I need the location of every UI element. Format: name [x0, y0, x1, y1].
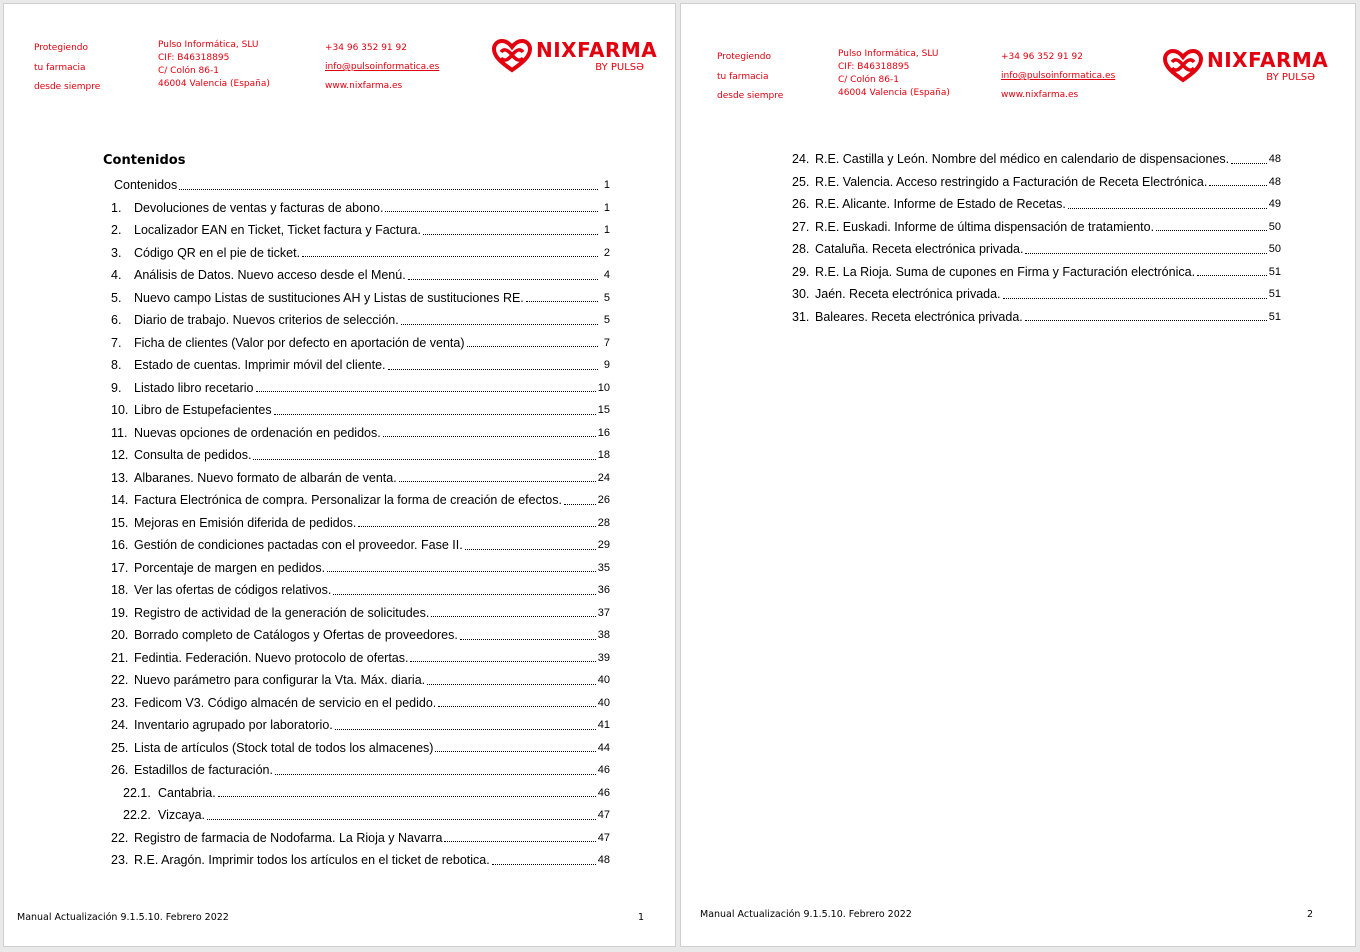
toc-entry-page: 36 — [597, 584, 610, 597]
toc-entry-title: Contenidos — [114, 178, 178, 193]
toc-dot-leader — [383, 436, 596, 437]
logo-brand-text: NIXFARMA — [1207, 48, 1329, 72]
header-slogan — [34, 39, 100, 98]
toc-entry[interactable] — [111, 467, 610, 490]
toc-dot-leader — [388, 369, 599, 370]
toc-entry-page: 48 — [597, 854, 610, 867]
toc-entry-number: 22. — [111, 673, 129, 688]
toc-entry-page: 15 — [597, 404, 610, 417]
toc-entry[interactable] — [111, 422, 610, 445]
toc-dot-leader — [435, 751, 595, 752]
toc-dot-leader — [465, 549, 596, 550]
toc-entry-number: 11. — [111, 425, 128, 440]
toc-entry-page: 10 — [597, 381, 610, 394]
toc-dot-leader — [427, 684, 596, 685]
toc-entry-title: Inventario agrupado por laboratorio. — [134, 718, 333, 733]
contact-email-link[interactable]: info@pulsoinformatica.es — [325, 62, 440, 72]
toc-dot-leader — [401, 324, 598, 325]
toc-entry-number: 25. — [792, 174, 810, 189]
toc-entry-number: 25. — [111, 740, 129, 755]
slogan-line: tu farmacia — [34, 62, 86, 73]
logo-by-text: BY PULSƏ — [1266, 72, 1315, 83]
slogan-line: Protegiendo — [34, 43, 89, 53]
slogan-line: desde siempre — [34, 82, 101, 92]
toc-entry[interactable] — [111, 602, 610, 625]
company-street: C/ Colón 86-1 — [158, 66, 219, 76]
toc-entry[interactable] — [111, 512, 610, 535]
toc-dot-leader — [492, 864, 596, 865]
heart-logo-icon — [490, 38, 534, 74]
toc-entry-title: Nuevas opciones de ordenación en pedidos. — [134, 425, 381, 440]
toc-entry-page: 9 — [603, 359, 610, 372]
toc-entry-title: Mejoras en Emisión diferida de pedidos. — [134, 515, 357, 530]
toc-dot-leader — [467, 346, 598, 347]
toc-dot-leader — [218, 796, 596, 797]
toc-entry[interactable] — [111, 534, 610, 557]
toc-entry[interactable] — [111, 287, 610, 310]
toc-entry-title: Localizador EAN en Ticket, Ticket factura y Factura. — [134, 223, 421, 238]
toc-entry-title: Libro de Estupefacientes — [134, 403, 272, 418]
toc-entry[interactable] — [111, 669, 610, 692]
company-name: Pulso Informática, SLU — [158, 40, 259, 50]
company-cif: CIF: B46318895 — [838, 62, 910, 72]
toc-entry-page: 37 — [597, 606, 610, 619]
toc-dot-leader — [253, 459, 595, 460]
toc-entry-title: Devoluciones de ventas y facturas de abono. — [134, 200, 384, 215]
toc-entry-number: 30. — [792, 287, 810, 302]
toc-entry-page: 26 — [597, 494, 610, 507]
toc-entry-number: 22.1. — [123, 785, 151, 800]
toc-entry[interactable] — [111, 354, 610, 377]
heart-logo-icon — [1161, 48, 1205, 84]
toc-dot-leader — [1197, 275, 1267, 276]
toc-entry-title: Código QR en el pie de ticket. — [134, 245, 301, 260]
footer-page-number: 2 — [1307, 909, 1314, 920]
toc-entry-page: 5 — [603, 291, 610, 304]
toc-entry-number: 22. — [111, 830, 129, 845]
contact-web-link[interactable]: www.nixfarma.es — [325, 81, 403, 91]
toc-entry[interactable] — [111, 444, 610, 467]
toc-entry-number: 15. — [111, 515, 129, 530]
logo-by-text: BY PULSƏ — [595, 62, 644, 73]
toc-entry[interactable] — [792, 148, 1281, 171]
toc-entry-title: Lista de artículos (Stock total de todos los almacenes) — [134, 740, 434, 755]
toc-dot-leader — [1231, 163, 1267, 164]
toc-entry-page: 5 — [603, 314, 610, 327]
toc-dot-leader — [358, 526, 595, 527]
toc-entry-number: 5. — [111, 290, 122, 305]
toc-entry-title: Vizcaya. — [158, 808, 206, 823]
footer-text: Manual Actualización 9.1.5.10. Febrero 2022 — [17, 912, 229, 923]
toc-entry-number: 24. — [111, 718, 129, 733]
footer-page-number: 1 — [638, 912, 645, 923]
toc-entry-page: 2 — [603, 246, 610, 259]
toc-entry[interactable] — [111, 557, 610, 580]
toc-entry-page: 51 — [1268, 265, 1281, 278]
toc-entry-title: Análisis de Datos. Nuevo acceso desde el Menú. — [134, 268, 406, 283]
contact-email-link[interactable]: info@pulsoinformatica.es — [1001, 71, 1116, 81]
toc-entry-title: R.E. Euskadi. Informe de última dispensación de tratamiento. — [815, 219, 1155, 234]
toc-entry-title: Albaranes. Nuevo formato de albarán de venta. — [134, 470, 397, 485]
toc-dot-leader — [385, 211, 598, 212]
toc-dot-leader — [399, 481, 596, 482]
toc-entry[interactable] — [111, 624, 610, 647]
toc-entry-page: 1 — [603, 224, 610, 237]
toc-entry[interactable] — [111, 242, 610, 265]
toc-entry[interactable] — [111, 759, 610, 782]
toc-entry-number: 6. — [111, 313, 122, 328]
toc-entry-title: Gestión de condiciones pactadas con el proveedor. Fase II. — [134, 538, 463, 553]
toc-entry[interactable] — [111, 647, 610, 670]
toc-dot-leader — [423, 234, 598, 235]
table-of-contents — [111, 174, 610, 872]
slogan-line: Protegiendo — [717, 52, 772, 62]
toc-entry-title: Estadillos de facturación. — [134, 763, 273, 778]
toc-entry-page: 46 — [597, 764, 610, 777]
toc-entry-number: 31. — [792, 309, 810, 324]
toc-entry-page: 51 — [1268, 310, 1281, 323]
toc-entry-page: 1 — [603, 201, 610, 214]
toc-entry-title: R.E. Castilla y León. Nombre del médico en calendario de dispensaciones. — [815, 152, 1230, 167]
toc-entry-title: Nuevo campo Listas de sustituciones AH y Listas de sustituciones RE. — [134, 290, 524, 305]
toc-entry-title: Borrado completo de Catálogos y Ofertas de proveedores. — [134, 628, 458, 643]
toc-dot-leader — [431, 616, 595, 617]
toc-dot-leader — [444, 841, 595, 842]
toc-entry-number: 26. — [792, 197, 810, 212]
toc-entry[interactable] — [792, 193, 1281, 216]
toc-dot-leader — [179, 189, 598, 190]
toc-entry-title: R.E. La Rioja. Suma de cupones en Firma y Facturación electrónica. — [815, 264, 1196, 279]
toc-entry[interactable] — [111, 197, 610, 220]
company-city: 46004 Valencia (España) — [838, 88, 950, 98]
toc-entry-number: 17. — [111, 560, 129, 575]
toc-entry-title: Cantabria. — [158, 785, 216, 800]
toc-entry-number: 24. — [792, 152, 810, 167]
toc-entry[interactable] — [792, 261, 1281, 284]
contact-phone: +34 96 352 91 92 — [325, 43, 407, 53]
toc-entry-page: 40 — [597, 674, 610, 687]
toc-dot-leader — [1156, 230, 1267, 231]
toc-entry[interactable] — [111, 219, 610, 242]
toc-dot-leader — [302, 256, 598, 257]
toc-entry-title: R.E. Valencia. Acceso restringido a Facturación de Receta Electrónica. — [815, 174, 1208, 189]
contact-web-link[interactable]: www.nixfarma.es — [1001, 90, 1079, 100]
slogan-line: desde siempre — [717, 91, 784, 101]
toc-entry-page: 18 — [597, 449, 610, 462]
toc-dot-leader — [410, 661, 595, 662]
toc-entry-title: R.E. Alicante. Informe de Estado de Recetas. — [815, 197, 1066, 212]
toc-entry-title: Listado libro recetario — [134, 380, 254, 395]
company-name: Pulso Informática, SLU — [838, 49, 939, 59]
toc-subentry[interactable] — [111, 782, 610, 805]
toc-entry-page: 50 — [1268, 243, 1281, 256]
toc-dot-leader — [333, 594, 595, 595]
toc-entry-title: Registro de farmacia de Nodofarma. La Rioja y Navarra — [134, 830, 443, 845]
document-page-1 — [3, 3, 676, 947]
toc-entry-title: R.E. Aragón. Imprimir todos los artículos en el ticket de rebotica. — [134, 853, 490, 868]
toc-dot-leader — [526, 301, 598, 302]
toc-entry-number: 12. — [111, 448, 129, 463]
toc-entry-page: 50 — [1268, 220, 1281, 233]
toc-dot-leader — [256, 391, 596, 392]
toc-entry-page: 7 — [603, 336, 610, 349]
toc-entry-page: 47 — [597, 831, 610, 844]
toc-entry-page: 39 — [597, 651, 610, 664]
document-page-2 — [680, 3, 1356, 947]
toc-entry-page: 46 — [597, 786, 610, 799]
toc-dot-leader — [564, 504, 596, 505]
toc-entry-number: 23. — [111, 695, 129, 710]
toc-entry[interactable] — [111, 714, 610, 737]
toc-entry[interactable] — [792, 171, 1281, 194]
toc-entry-title: Porcentaje de margen en pedidos. — [134, 560, 326, 575]
toc-entry[interactable] — [111, 692, 610, 715]
toc-entry-title: Factura Electrónica de compra. Personalizar la forma de creación de efectos. — [134, 493, 562, 508]
toc-entry-page: 29 — [597, 539, 610, 552]
toc-entry-number: 8. — [111, 358, 122, 373]
contact-phone: +34 96 352 91 92 — [1001, 52, 1083, 62]
toc-entry[interactable] — [111, 332, 610, 355]
toc-entry-page: 49 — [1268, 198, 1281, 211]
toc-dot-leader — [274, 414, 596, 415]
toc-entry-page: 44 — [597, 741, 610, 754]
nixfarma-logo — [1161, 48, 1329, 88]
toc-dot-leader — [1025, 253, 1266, 254]
toc-dot-leader — [460, 639, 596, 640]
company-cif: CIF: B46318895 — [158, 53, 230, 63]
toc-entry-number: 22.2. — [123, 808, 151, 823]
toc-subentry[interactable] — [111, 804, 610, 827]
toc-entry[interactable] — [111, 264, 610, 287]
toc-entry-number: 27. — [792, 219, 810, 234]
toc-entry-page: 24 — [597, 471, 610, 484]
toc-entry-page: 47 — [597, 809, 610, 822]
nixfarma-logo — [490, 38, 658, 78]
toc-entry-number: 3. — [111, 245, 122, 260]
toc-entry[interactable] — [111, 737, 610, 760]
toc-entry[interactable] — [111, 489, 610, 512]
header-contact — [1001, 48, 1115, 105]
toc-dot-leader — [1025, 320, 1267, 321]
toc-entry-number: 10. — [111, 403, 129, 418]
company-city: 46004 Valencia (España) — [158, 79, 270, 89]
toc-entry-title: Estado de cuentas. Imprimir móvil del cliente. — [134, 358, 386, 373]
toc-entry-number: 26. — [111, 763, 129, 778]
toc-entry-page: 48 — [1268, 153, 1281, 166]
toc-entry-page: 51 — [1268, 288, 1281, 301]
header-contact — [325, 39, 439, 96]
toc-dot-leader — [327, 571, 596, 572]
toc-entry-number: 28. — [792, 242, 810, 257]
toc-entry[interactable] — [111, 174, 610, 197]
toc-entry-page: 41 — [597, 719, 610, 732]
toc-entry-title: Ficha de clientes (Valor por defecto en aportación de venta) — [134, 335, 465, 350]
toc-entry-number: 23. — [111, 853, 129, 868]
toc-entry[interactable] — [111, 309, 610, 332]
toc-dot-leader — [1209, 185, 1266, 186]
header-company — [838, 48, 950, 100]
toc-title: Contenidos — [103, 153, 186, 168]
toc-entry-page: 48 — [1268, 175, 1281, 188]
toc-entry[interactable] — [792, 238, 1281, 261]
table-of-contents-continued — [792, 148, 1281, 328]
toc-entry-page: 1 — [603, 179, 610, 192]
toc-entry-title: Nuevo parámetro para configurar la Vta. Máx. diaria. — [134, 673, 426, 688]
toc-entry-number: 19. — [111, 605, 129, 620]
toc-entry-page: 16 — [597, 426, 610, 439]
toc-dot-leader — [438, 706, 595, 707]
toc-entry-title: Baleares. Receta electrónica privada. — [815, 309, 1023, 324]
toc-entry-number: 16. — [111, 538, 129, 553]
header-company — [158, 39, 270, 91]
toc-entry-title: Ver las ofertas de códigos relativos. — [134, 583, 332, 598]
toc-entry[interactable] — [792, 283, 1281, 306]
toc-entry[interactable] — [111, 579, 610, 602]
toc-dot-leader — [207, 819, 596, 820]
toc-entry-number: 4. — [111, 268, 122, 283]
toc-dot-leader — [335, 729, 596, 730]
toc-entry-title: Registro de actividad de la generación de solicitudes. — [134, 605, 430, 620]
toc-entry-page: 40 — [597, 696, 610, 709]
toc-entry-page: 28 — [597, 516, 610, 529]
toc-entry[interactable] — [111, 399, 610, 422]
toc-entry-title: Fedicom V3. Código almacén de servicio en el pedido. — [134, 695, 437, 710]
toc-entry-number: 18. — [111, 583, 129, 598]
toc-entry[interactable] — [792, 306, 1281, 329]
toc-entry-number: 9. — [111, 380, 122, 395]
logo-brand-text: NIXFARMA — [536, 38, 658, 62]
toc-entry-title: Consulta de pedidos. — [134, 448, 252, 463]
toc-entry-number: 20. — [111, 628, 129, 643]
toc-entry-number: 13. — [111, 470, 129, 485]
toc-entry[interactable] — [111, 849, 610, 872]
toc-entry[interactable] — [792, 216, 1281, 239]
toc-entry-title: Jaén. Receta electrónica privada. — [815, 287, 1001, 302]
toc-entry-number: 14. — [111, 493, 129, 508]
footer-text: Manual Actualización 9.1.5.10. Febrero 2022 — [700, 909, 912, 920]
toc-entry-number: 7. — [111, 335, 122, 350]
toc-entry[interactable] — [111, 827, 610, 850]
toc-entry-title: Fedintia. Federación. Nuevo protocolo de ofertas. — [134, 650, 409, 665]
toc-entry-page: 4 — [603, 269, 610, 282]
toc-entry-page: 38 — [597, 629, 610, 642]
toc-entry-page: 35 — [597, 561, 610, 574]
header-slogan — [717, 48, 783, 107]
toc-entry[interactable] — [111, 377, 610, 400]
toc-dot-leader — [408, 279, 598, 280]
toc-dot-leader — [275, 774, 596, 775]
slogan-line: tu farmacia — [717, 71, 769, 82]
toc-dot-leader — [1003, 298, 1267, 299]
toc-entry-number: 1. — [111, 200, 122, 215]
company-street: C/ Colón 86-1 — [838, 75, 899, 85]
toc-entry-number: 2. — [111, 223, 122, 238]
toc-entry-number: 29. — [792, 264, 810, 279]
toc-entry-title: Diario de trabajo. Nuevos criterios de selección. — [134, 313, 399, 328]
toc-entry-number: 21. — [111, 650, 129, 665]
toc-entry-title: Cataluña. Receta electrónica privada. — [815, 242, 1024, 257]
toc-dot-leader — [1068, 208, 1267, 209]
